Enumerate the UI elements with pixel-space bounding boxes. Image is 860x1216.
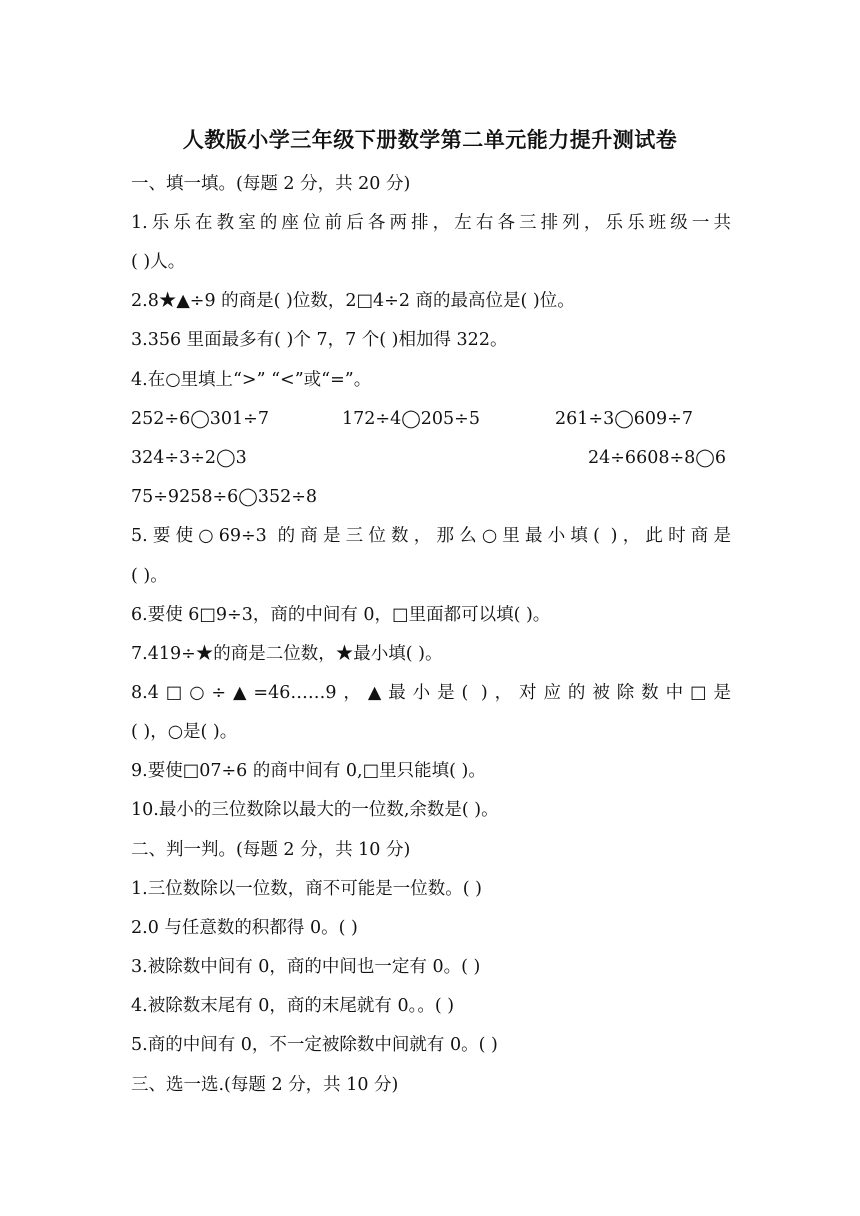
question-1-line-1: 1.乐乐在教室的座位前后各两排，左右各三排列，乐乐班级一共 xyxy=(131,213,731,233)
question-1-line-2: ( )人。 xyxy=(131,252,186,272)
question-4-prompt: 4.在○里填上“>” “<”或“=”。 xyxy=(131,370,372,390)
section-heading-judge: 二、判一判。(每题 2 分，共 10 分) xyxy=(131,840,411,860)
question-8-line-2: ( )，○是( )。 xyxy=(131,722,238,742)
compare-item: 324÷3÷2◯3 xyxy=(131,448,247,468)
section-heading-fill: 一、填一填。(每题 2 分，共 20 分) xyxy=(131,174,411,194)
question-7: 7.419÷★的商是二位数，★最小填( )。 xyxy=(131,644,443,664)
page-title: 人教版小学三年级下册数学第二单元能力提升测试卷 xyxy=(182,127,678,152)
compare-item: 75÷9258÷6◯352÷8 xyxy=(131,487,318,507)
question-6: 6.要使 6□9÷3，商的中间有 0，□里面都可以填( )。 xyxy=(131,605,551,625)
compare-item: 261÷3◯609÷7 xyxy=(555,409,693,429)
question-2: 2.8★▲÷9 的商是( )位数，2□4÷2 商的最高位是( )位。 xyxy=(131,291,575,311)
judge-question-4: 4.被除数末尾有 0，商的末尾就有 0。。( ) xyxy=(131,996,455,1016)
compare-item: 252÷6◯301÷7 xyxy=(131,409,269,429)
compare-item: 24÷6608÷8◯6 xyxy=(588,448,726,468)
judge-question-1: 1.三位数除以一位数，商不可能是一位数。( ) xyxy=(131,879,482,899)
judge-question-5: 5.商的中间有 0，不一定被除数中间就有 0。( ) xyxy=(131,1035,498,1055)
compare-item: 172÷4◯205÷5 xyxy=(342,409,480,429)
question-3: 3.356 里面最多有( )个 7，7 个( )相加得 322。 xyxy=(131,330,508,350)
question-10: 10.最小的三位数除以最大的一位数,余数是( )。 xyxy=(131,800,499,820)
judge-question-3: 3.被除数中间有 0，商的中间也一定有 0。( ) xyxy=(131,957,481,977)
section-heading-choose: 三、选一选.(每题 2 分，共 10 分) xyxy=(131,1075,399,1095)
question-8-line-1: 8.4□○÷▲=46……9，▲最小是( )，对应的被除数中□是 xyxy=(131,683,731,703)
question-9: 9.要使□07÷6 的商中间有 0,□里只能填( )。 xyxy=(131,761,486,781)
judge-question-2: 2.0 与任意数的积都得 0。( ) xyxy=(131,918,358,938)
question-5-line-2: ( )。 xyxy=(131,566,168,586)
question-5-line-1: 5.要使○69÷3 的商是三位数，那么○里最小填( )，此时商是 xyxy=(131,526,731,546)
